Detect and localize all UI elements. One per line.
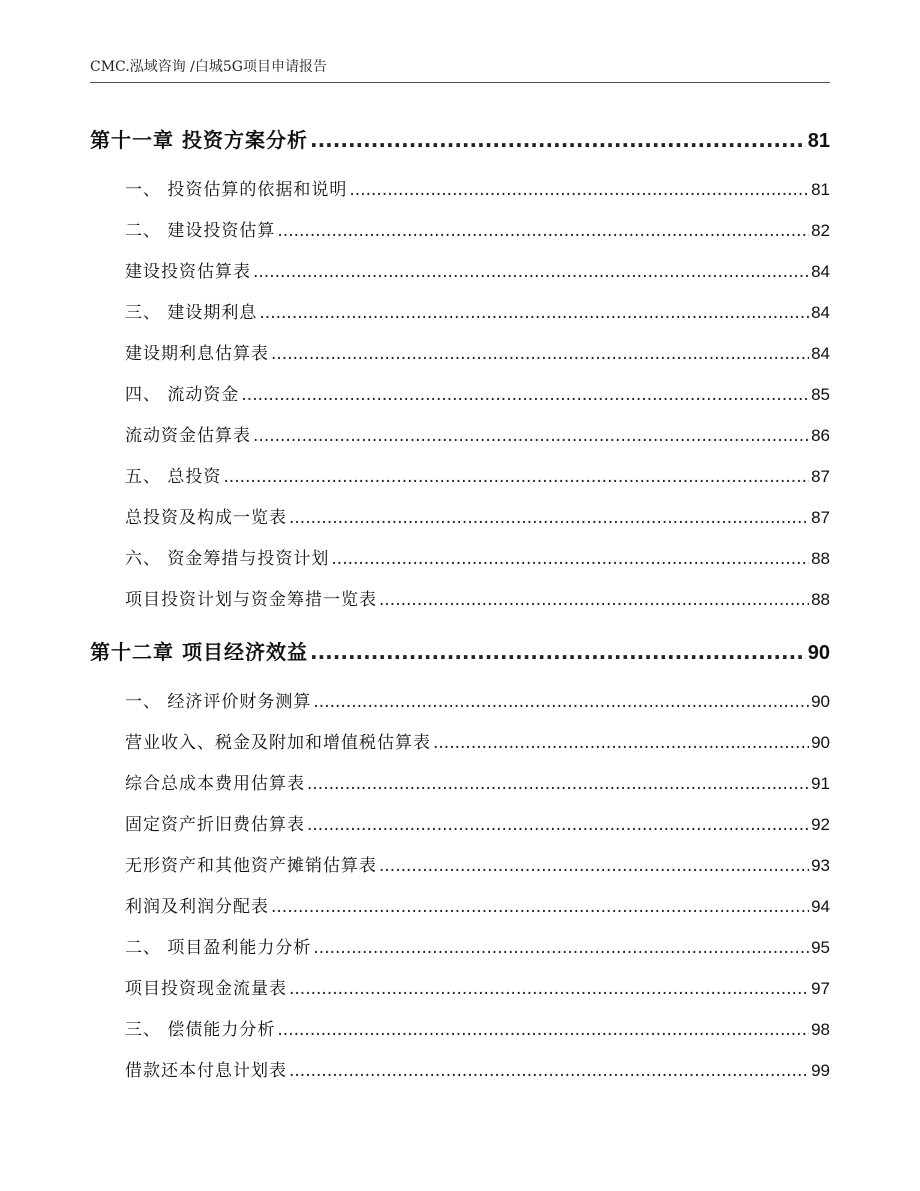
dot-leader: [253, 262, 809, 282]
toc-entry[interactable]: [125, 585, 830, 611]
toc-label: 借款还本付息计划表: [125, 1061, 287, 1081]
dot-leader: [223, 467, 809, 487]
toc-page-number: 87: [811, 467, 830, 486]
dot-leader: [307, 815, 809, 835]
toc-page-number: 82: [811, 221, 830, 240]
toc-entry[interactable]: [125, 257, 830, 283]
toc-page-number: 98: [811, 1020, 830, 1039]
toc-label: 二、 建设投资估算: [125, 221, 276, 241]
toc-entry[interactable]: [125, 462, 830, 488]
toc-page-number: 90: [807, 642, 830, 664]
dot-leader: [241, 385, 809, 405]
dot-leader: [310, 128, 806, 152]
toc-entry[interactable]: [125, 216, 830, 242]
toc-page-number: 92: [811, 815, 830, 834]
dot-leader: [379, 856, 809, 876]
toc-page-number: 90: [811, 692, 830, 711]
toc-label: 利润及利润分配表: [125, 897, 269, 917]
toc-label: 营业收入、税金及附加和增值税估算表: [125, 733, 431, 753]
header-text: CMC.泓域咨询 /白城5G项目申请报告: [90, 59, 327, 75]
toc-entry[interactable]: [125, 1056, 830, 1082]
toc-entry[interactable]: [125, 974, 830, 1000]
toc-entry[interactable]: [125, 380, 830, 406]
dot-leader: [433, 733, 809, 753]
toc-label: 第十二章 项目经济效益: [90, 640, 308, 664]
dot-leader: [271, 344, 809, 364]
dot-leader: [271, 897, 809, 917]
dot-leader: [277, 221, 809, 241]
toc-page-number: 81: [807, 130, 830, 152]
dot-leader: [310, 640, 806, 664]
toc-page-number: 84: [811, 262, 830, 281]
toc-label: 五、 总投资: [125, 467, 222, 487]
dot-leader: [253, 426, 809, 446]
toc-label: 三、 偿债能力分析: [125, 1020, 276, 1040]
dot-leader: [349, 180, 809, 200]
toc-entry[interactable]: [125, 421, 830, 447]
dot-leader: [331, 549, 809, 569]
toc-entry[interactable]: [125, 544, 830, 570]
toc-page-number: 88: [811, 549, 830, 568]
toc-entry[interactable]: [125, 298, 830, 324]
toc-page-number: 88: [811, 590, 830, 609]
toc-entry[interactable]: [125, 810, 830, 836]
toc-entry[interactable]: [125, 687, 830, 713]
toc-page-number: 91: [811, 774, 830, 793]
dot-leader: [289, 508, 809, 528]
toc-page-number: 94: [811, 897, 830, 916]
toc-entry[interactable]: [125, 851, 830, 877]
toc-label: 二、 项目盈利能力分析: [125, 938, 312, 958]
toc-label: 项目投资现金流量表: [125, 979, 287, 999]
toc-label: 四、 流动资金: [125, 385, 240, 405]
toc-chapter-11[interactable]: [90, 124, 830, 154]
toc-page-number: 84: [811, 303, 830, 322]
toc-entry[interactable]: [125, 175, 830, 201]
toc-entry[interactable]: [125, 933, 830, 959]
toc-label: 六、 资金筹措与投资计划: [125, 549, 330, 569]
dot-leader: [379, 590, 809, 610]
toc-label: 建设投资估算表: [125, 262, 251, 282]
toc-page-number: 90: [811, 733, 830, 752]
toc-label: 固定资产折旧费估算表: [125, 815, 305, 835]
toc-page-number: 86: [811, 426, 830, 445]
dot-leader: [307, 774, 809, 794]
toc-entry[interactable]: [125, 769, 830, 795]
toc-label: 一、 投资估算的依据和说明: [125, 180, 348, 200]
toc-label: 三、 建设期利息: [125, 303, 258, 323]
dot-leader: [289, 1061, 809, 1081]
toc-entry[interactable]: [125, 892, 830, 918]
toc-label: 综合总成本费用估算表: [125, 774, 305, 794]
toc-page-number: 95: [811, 938, 830, 957]
toc-page-number: 99: [811, 1061, 830, 1080]
dot-leader: [289, 979, 809, 999]
dot-leader: [313, 938, 809, 958]
toc-page-number: 93: [811, 856, 830, 875]
toc-page-number: 85: [811, 385, 830, 404]
toc-label: 项目投资计划与资金筹措一览表: [125, 590, 377, 610]
toc-label: 建设期利息估算表: [125, 344, 269, 364]
toc-label: 总投资及构成一览表: [125, 508, 287, 528]
toc-label: 一、 经济评价财务测算: [125, 692, 312, 712]
dot-leader: [313, 692, 809, 712]
toc-entry[interactable]: [125, 728, 830, 754]
dot-leader: [259, 303, 809, 323]
toc-chapter-12[interactable]: [90, 636, 830, 666]
toc-label: 第十一章 投资方案分析: [90, 128, 308, 152]
toc-label: 流动资金估算表: [125, 426, 251, 446]
toc-entry[interactable]: [125, 339, 830, 365]
toc-entry[interactable]: [125, 503, 830, 529]
toc-page-number: 87: [811, 508, 830, 527]
toc-page-number: 81: [811, 180, 830, 199]
dot-leader: [277, 1020, 809, 1040]
toc-page-number: 84: [811, 344, 830, 363]
toc-page-number: 97: [811, 979, 830, 998]
toc-entry[interactable]: [125, 1015, 830, 1041]
toc-label: 无形资产和其他资产摊销估算表: [125, 856, 377, 876]
